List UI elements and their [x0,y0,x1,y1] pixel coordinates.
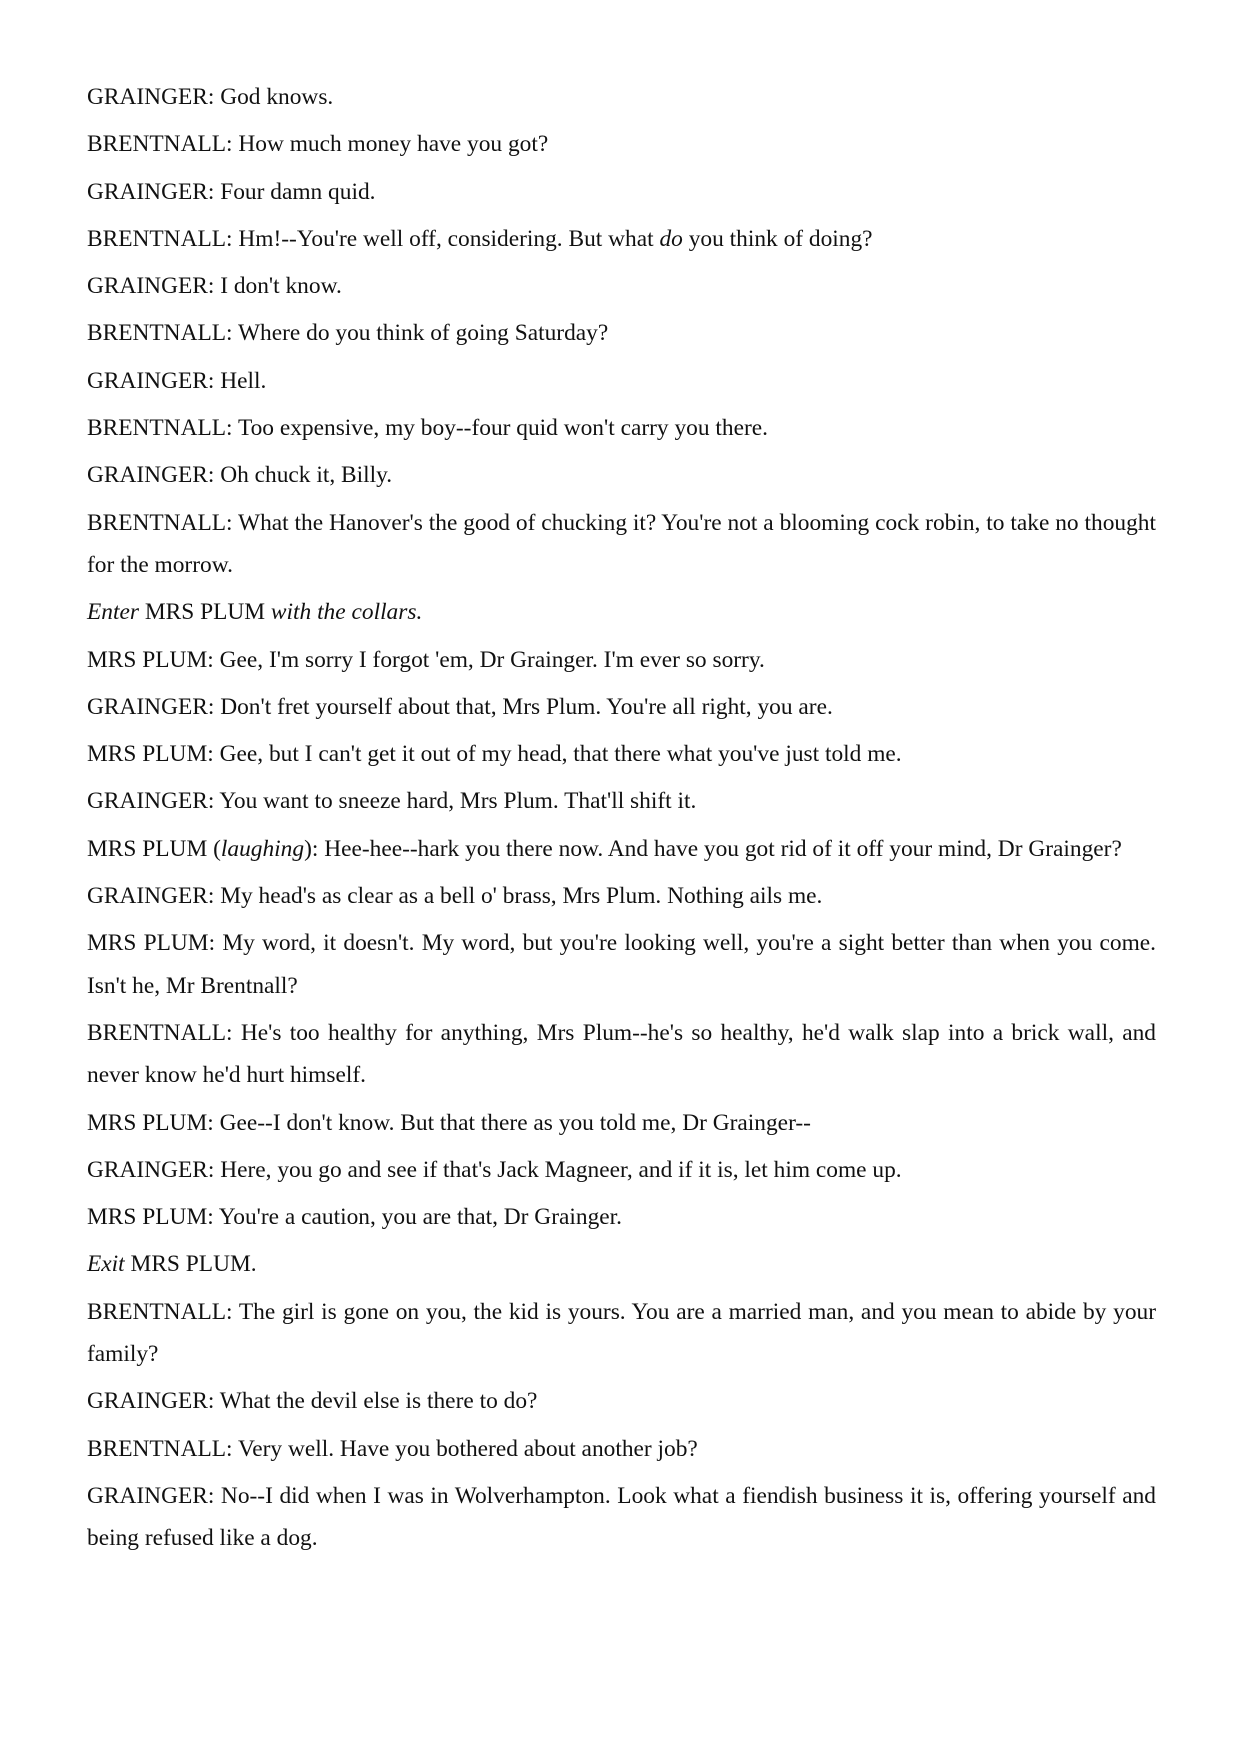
dialogue-text: Gee, I'm sorry I forgot 'em, Dr Grainger. I'm ever so sorry. [213,646,765,673]
dialogue-line [87,1102,1156,1144]
speaker-name: GRAINGER: [87,84,215,110]
speaker-name: BRENTNALL: [87,1435,233,1462]
stage-direction-text: with the collars. [270,599,423,626]
dialogue-text: God knows. [214,84,334,110]
speaker-name: MRS PLUM: [87,1204,214,1231]
dialogue-line [87,875,1156,917]
dialogue-text: Too expensive, my boy--four quid won't carry you there. [232,415,768,442]
dialogue-line [87,454,1156,496]
dialogue-text: Here, you go and see if that's Jack Magneer, and if it is, let him come up. [214,1156,902,1183]
dialogue-line [87,1475,1156,1560]
stage-direction-text: Exit [87,1251,125,1278]
speaker-name: MRS PLUM ( [87,835,221,862]
speaker-name: BRENTNALL: [87,320,233,347]
dialogue-line [87,265,1156,307]
speaker-name: GRAINGER: [87,367,215,394]
dialogue-line [87,76,1156,118]
dialogue-line [87,312,1156,354]
dialogue-line [87,639,1156,681]
dialogue-line [87,1012,1156,1097]
speaker-name: MRS PLUM: [87,1109,214,1136]
stage-direction [87,1243,1156,1285]
dialogue-line [87,1428,1156,1470]
dialogue-text: What the devil else is there to do? [214,1388,538,1415]
dialogue-text: Hm!--You're well off, considering. But what [232,225,660,252]
dialogue-line [87,1196,1156,1238]
dialogue-text: Where do you think of going Saturday? [232,320,609,347]
speaker-name: GRAINGER: [87,1482,215,1509]
dialogue-text: Hell. [214,367,267,394]
speaker-name: BRENTNALL: [87,509,233,536]
speaker-name: GRAINGER: [87,693,215,720]
dialogue-text: Gee--I don't know. But that there as you told me, Dr Grainger-- [213,1109,811,1136]
dialogue-text: Very well. Have you bothered about another job? [232,1435,698,1462]
dialogue-line [87,407,1156,449]
dialogue-line [87,922,1156,1007]
dialogue-text: My word, it doesn't. My word, but you're looking well, you're a sight better than when you come. Isn't he, Mr Brentnall? [87,930,1156,999]
dialogue-text: My head's as clear as a bell o' brass, Mrs Plum. Nothing ails me. [214,883,823,910]
dialogue-text: Gee, but I can't get it out of my head, that there what you've just told me. [213,741,902,768]
dialogue-text: No--I did when I was in Wolverhampton. Look what a fiendish business it is, offering yourself and being refused like a dog. [87,1482,1156,1552]
dialogue-text: You want to sneeze hard, Mrs Plum. That'll shift it. [214,788,697,815]
stage-direction-text: Enter [87,599,139,626]
dialogue-line [87,502,1156,587]
dialogue-line [87,780,1156,822]
speaker-name: GRAINGER: [87,1156,215,1183]
dialogue-line [87,1291,1156,1376]
dialogue-text: What the Hanover's the good of chucking it? You're not a blooming cock robin, to take no thought for the morrow. [87,509,1156,578]
character-name: MRS PLUM [138,599,271,626]
speaker-name: GRAINGER: [87,1388,215,1415]
speaker-name: MRS PLUM: [87,646,214,673]
dialogue-line [87,828,1156,870]
dialogue-text: The girl is gone on you, the kid is yours. You are a married man, and you mean to abide by your family? [87,1298,1156,1368]
dialogue-line [87,360,1156,402]
character-name: MRS PLUM. [124,1251,257,1278]
dialogue-text: You're a caution, you are that, Dr Grainger. [213,1204,622,1231]
dialogue-text: you think of doing? [682,225,873,252]
dialogue-text: How much money have you got? [232,131,549,158]
dialogue-text: I don't know. [214,273,342,300]
dialogue-text: ): Hee-hee--hark you there now. And have you got rid of it off your mind, Dr Grainger? [304,835,1122,862]
speaker-name: GRAINGER: [87,788,215,815]
dialogue-line [87,686,1156,728]
script-page [87,76,1156,1560]
dialogue-line [87,1380,1156,1422]
speaker-name: GRAINGER: [87,273,215,300]
speaker-name: GRAINGER: [87,883,215,910]
dialogue-line [87,733,1156,775]
dialogue-line [87,1149,1156,1191]
speaker-name: MRS PLUM: [87,930,216,957]
dialogue-text: Oh chuck it, Billy. [214,462,393,489]
speaker-name: BRENTNALL: [87,1298,233,1325]
speaker-name: BRENTNALL: [87,415,233,442]
emphasis-text: do [659,225,683,252]
speaker-name: BRENTNALL: [87,225,233,252]
dialogue-line [87,123,1156,165]
parenthetical-direction: laughing [220,835,305,862]
dialogue-text: Don't fret yourself about that, Mrs Plum. You're all right, you are. [214,693,833,720]
dialogue-line [87,171,1156,213]
dialogue-text: He's too healthy for anything, Mrs Plum--he's so healthy, he'd walk slap into a brick wall, and never know he'd hurt himself. [87,1019,1156,1089]
dialogue-line [87,218,1156,260]
stage-direction [87,591,1156,633]
speaker-name: GRAINGER: [87,462,215,489]
dialogue-text: Four damn quid. [214,178,376,205]
speaker-name: BRENTNALL: [87,131,233,158]
speaker-name: MRS PLUM: [87,741,214,768]
speaker-name: GRAINGER: [87,178,215,205]
speaker-name: BRENTNALL: [87,1019,233,1046]
